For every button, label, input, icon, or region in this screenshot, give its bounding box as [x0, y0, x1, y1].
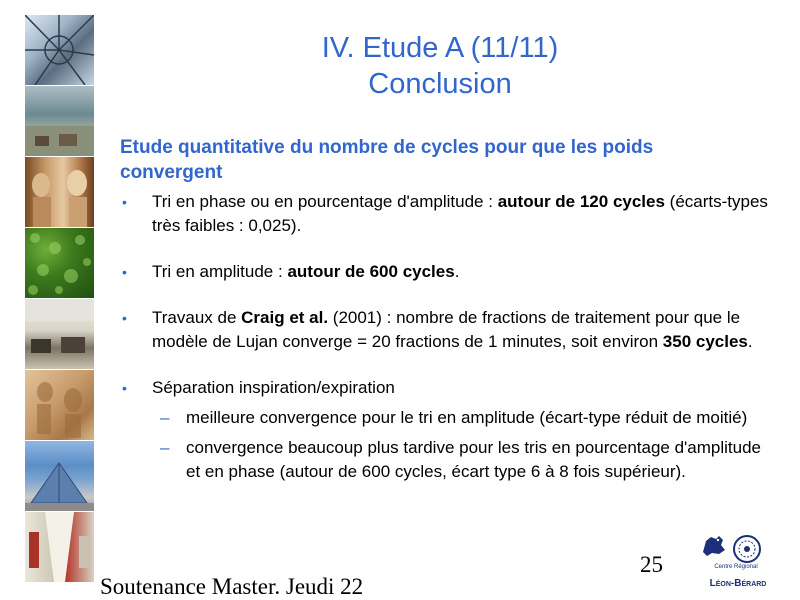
bullet-text: .: [747, 332, 753, 351]
photo-corridor: [25, 512, 94, 582]
lion-emblem-icon: [700, 532, 728, 558]
bullet-item: [120, 260, 770, 284]
photo-bas-relief: [25, 370, 94, 440]
leon-berard-logo: [698, 532, 778, 594]
section-heading: Etude quantitative du nombre de cycles pour que les poids convergent: [120, 137, 654, 183]
sub-bullet-item: [120, 436, 770, 484]
bullet-text: Tri en amplitude :: [152, 262, 288, 281]
dash-icon: –: [160, 438, 170, 457]
bullet-text: Séparation inspiration/expiration: [152, 378, 395, 397]
photo-green-wall: [25, 228, 94, 298]
footer-text: Soutenance Master. Jeudi 22: [100, 574, 364, 599]
sub-bullet-text: convergence beaucoup plus tardive pour les tris en pourcentage d'amplitude et en phase (autour de 600 cycles, écart type 6 à 8 fois supérieur).: [186, 438, 762, 481]
bullet-bold: autour de 120 cycles: [497, 192, 665, 211]
bullet-icon: •: [122, 264, 127, 280]
bullet-text: Tri en phase ou en pourcentage d'amplitude :: [152, 192, 498, 211]
sub-bullet-text: meilleure convergence pour le tri en amplitude (écart-type réduit de moitié): [186, 408, 748, 427]
bullet-bold: Craig et al.: [241, 308, 329, 327]
title-line-2: Conclusion: [368, 68, 512, 100]
slide-title: [190, 30, 690, 102]
seal-icon: [730, 534, 764, 564]
logo-name: Léon-Bérard: [709, 578, 767, 589]
photo-atrium: [25, 86, 94, 156]
bullet-text: (écarts-types très faibles : 0,025).: [152, 192, 768, 235]
bullet-icon: •: [122, 310, 127, 326]
bullet-bold: 350 cycles: [662, 332, 748, 351]
photo-glass-roof: [25, 15, 94, 85]
photo-statues: [25, 157, 94, 227]
bullet-item: [120, 190, 770, 238]
title-line-1: IV. Etude A (11/11): [321, 32, 559, 64]
bullet-text: .: [454, 262, 460, 281]
page-number: 25: [640, 552, 663, 577]
logo-subtitle: Centre Régional: [714, 564, 758, 570]
sub-bullet-item: [120, 406, 770, 430]
bullet-text: Travaux de: [152, 308, 242, 327]
photo-lounge: [25, 299, 94, 369]
photo-strip: [25, 15, 94, 582]
bullet-bold: autour de 600 cycles: [287, 262, 455, 281]
bullet-icon: •: [122, 194, 127, 210]
bullet-icon: •: [122, 380, 127, 396]
bullet-item: [120, 376, 770, 400]
photo-glass-pyramid: [25, 441, 94, 511]
bullet-item: [120, 306, 770, 354]
dash-icon: –: [160, 408, 170, 427]
bullet-text: (2001) : nombre de fractions de traitement pour que le modèle de Lujan converge = 20 fractions de 1 minutes, soit environ: [152, 308, 741, 351]
bullet-list: [120, 190, 770, 484]
